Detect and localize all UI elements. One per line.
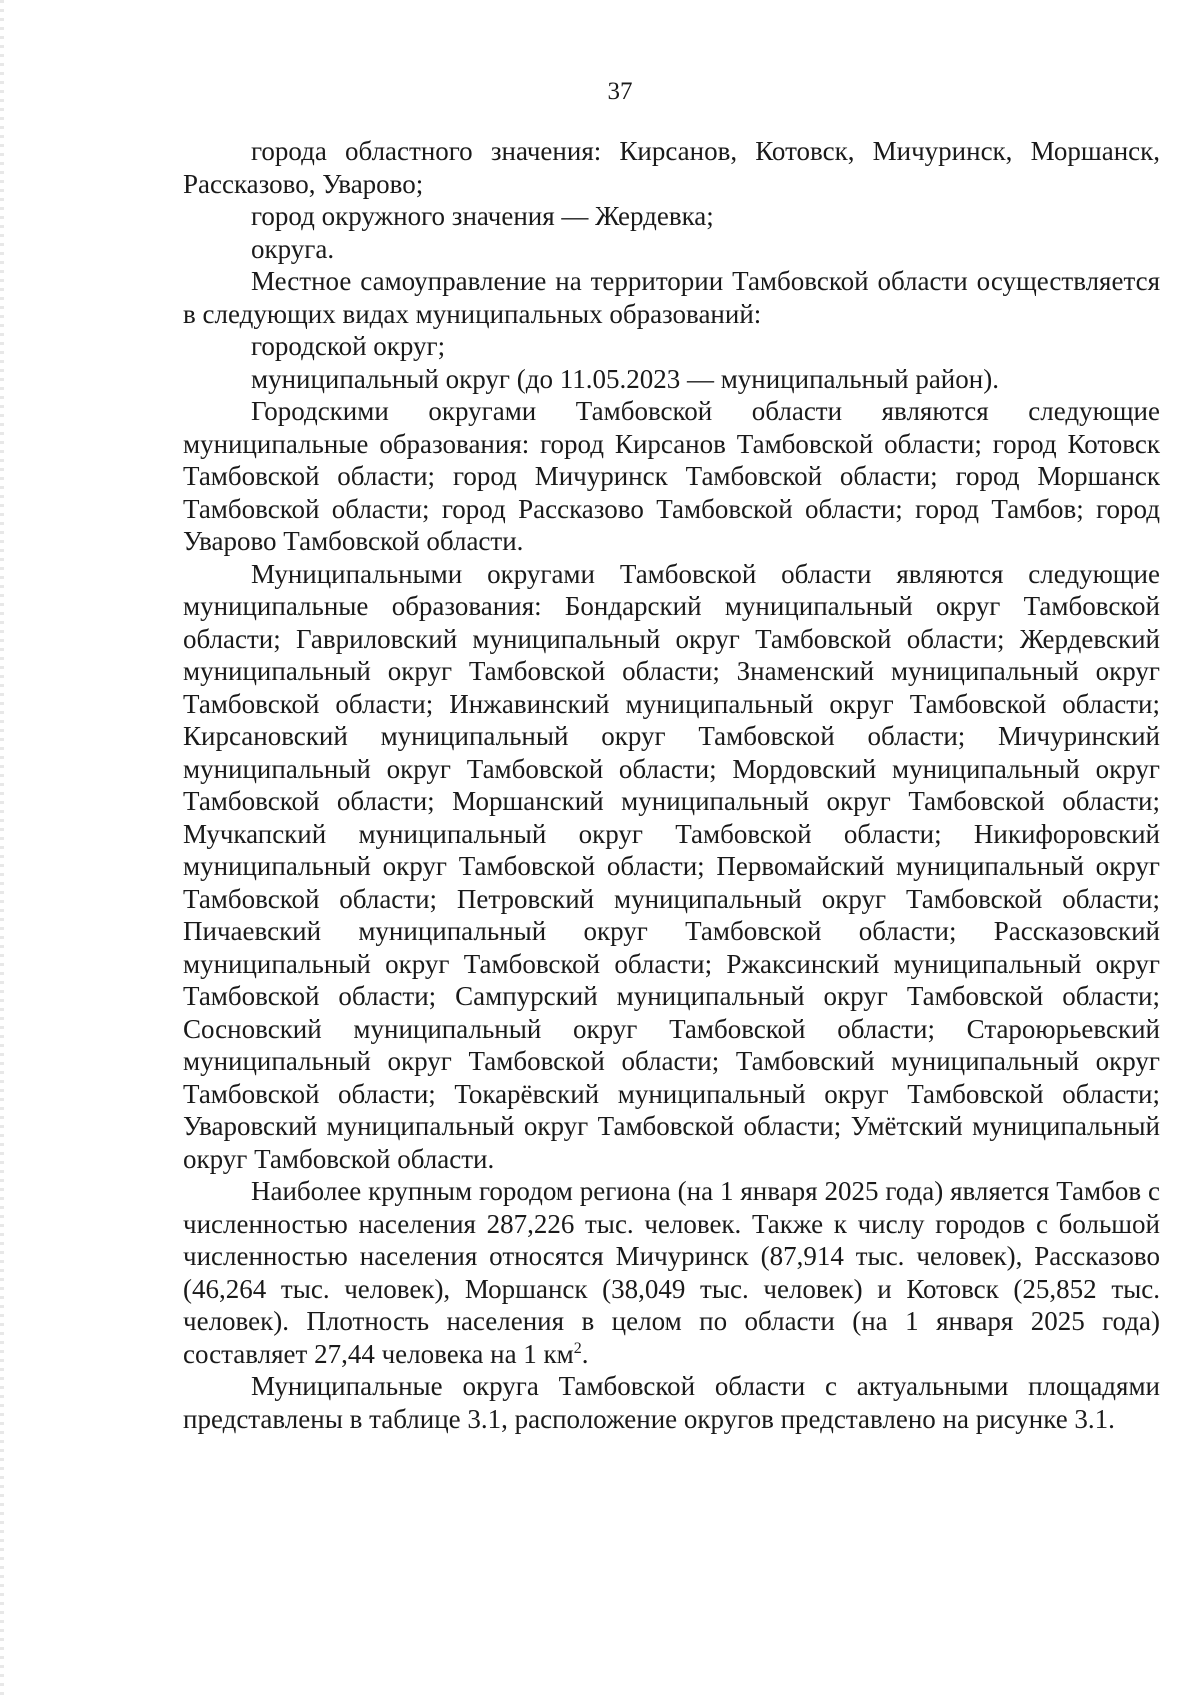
paragraph-urban-districts-list: Городскими округами Тамбовской области являются следующие муниципальные образования: город Кирсанов Тамбовской области; город Котовск Тамбовской области; город Мичуринск Тамбовской области; город Моршанск Тамбовской области; город Рассказово Тамбовской области; город Тамбов; город Уварово Тамбовской области. [183,396,1160,556]
paragraph-population [183,1175,1160,1370]
paragraph-municipal-district: муниципальный округ (до 11.05.2023 — муниципальный район). [251,363,999,394]
superscript-squared: 2 [573,1339,582,1357]
paragraph-urban-district: городской округ; [251,331,446,361]
document-body [183,135,1160,1435]
paragraph-districts: округа. [251,233,335,264]
population-text: Наиболее крупным городом региона (на 1 января 2025 года) является Тамбов с численностью населения 287,226 тыс. человек. Также к числу городов с большой численностью населения относятся Мичуринск (87,914 тыс. человек), Рассказово (46,264 тыс. человек), Моршанск (38,049 тыс. человек) и Котовск (25,852 тыс. человек). Плотность населения в целом по области (на 1 января 2025 года) составляет 27,44 человека на 1 км [183,1176,1160,1369]
population-end: . [581,1338,589,1369]
scan-edge [0,0,4,1697]
paragraph-municipal-districts-list: Муниципальными округами Тамбовской области являются следующие муниципальные образования: Бондарский муниципальный округ Тамбовской области; Гавриловский муниципальный округ Тамбовской области; Жердевский муниципальный округ Тамбовской области; Знаменский муниципальный округ Тамбовской области; Инжавинский муниципальный округ Тамбовской области; Кирсановский муниципальный округ Тамбовской области; Мичуринский муниципальный округ Тамбовской области; Мордовский муниципальный округ Тамбовской области; Моршанский муниципальный округ Тамбовской области; Мучкапский муниципальный округ Тамбовской области; Никифоровский муниципальный округ Тамбовской области; Первомайский муниципальный округ Тамбовской области; Петровский муниципальный округ Тамбовской области; Пичаевский муниципальный округ Тамбовской области; Рассказовский муниципальный округ Тамбовской области; Ржаксинский муниципальный округ Тамбовской области; Сампурский муниципальный округ Тамбовской области; Сосновский муниципальный округ Тамбовской области; Староюрьевский муниципальный округ Тамбовской области; Тамбовский муниципальный округ Тамбовской области; Токарёвский муниципальный округ Тамбовской области; Уваровский муниципальный округ Тамбовской области; Умётский муниципальный округ Тамбовской области. [183,558,1160,1174]
paragraph-district-city: город окружного значения — Жердевка; [251,201,714,231]
paragraph-self-government: Местное самоуправление на территории Тамбовской области осуществляется в следующих видах муниципальных образований: [183,266,1160,329]
page-number: 37 [607,78,633,105]
paragraph-table-reference: Муниципальные округа Тамбовской области с актуальными площадями представлены в таблице 3.1, расположение округов представлено на рисунке 3.1. [183,1371,1160,1434]
paragraph-city-list: города областного значения: Кирсанов, Котовск, Мичуринск, Моршанск, Рассказово, Уварово; [183,136,1160,199]
